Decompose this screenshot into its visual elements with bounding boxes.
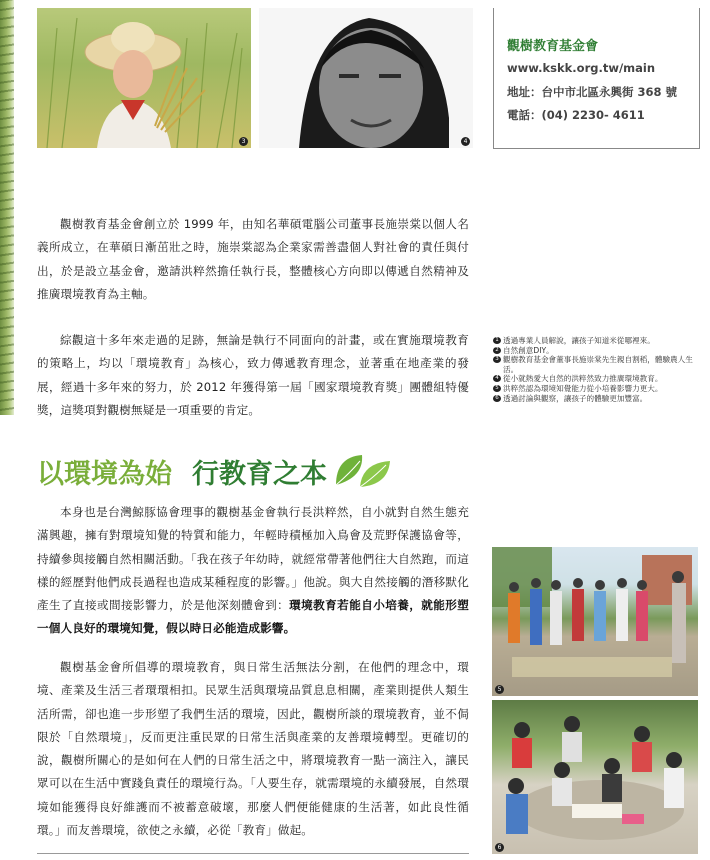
paragraph-environmental-education: 觀樹基金會所倡導的環境教育，與日常生活無法分割，在他們的理念中，環境、產業及生活三者環環相扣。民眾生活與環境品質息息相關，產業則提供人類生活所需，卻也進一步形塑了我們生活的環境，因此，觀樹所談的環境教育，並不侷限於「自然環境」，反而更注重民眾的日常生活與產業的友善環境轉型。更確切的說，觀樹所關心的是如何在人們的日常生活之中，將環境教育一點一滴注入，讓民眾可以在生活中實踐負責任的環境行為。「人要生存，就需環境的永續發展，自然環境如能獲得良好維護而不被蓄意破壞，那麼人們便能健康的生活著，如此良性循環。」而友善環境，欲使之永續，必從「教育」做起。 <box>37 660 469 838</box>
caption-item: 6 透過討論與觀察，讓孩子的體驗更加豐富。 <box>493 394 703 404</box>
website-url[interactable]: www.kskk.org.tw/main <box>507 61 656 75</box>
organization-name: 觀樹教育基金會 <box>507 39 599 54</box>
grass-strip-decoration <box>0 0 14 415</box>
photo-portrait <box>259 8 473 148</box>
caption-item: 2 自然創意DIY。 <box>493 346 703 356</box>
farmer-illustration <box>37 8 251 148</box>
address-text: 地址：台中市北區永興街 368 號 <box>507 85 678 99</box>
heading-part-2: 行教育之本 <box>192 459 327 490</box>
section-heading <box>37 452 327 492</box>
bottom-divider <box>37 853 469 854</box>
caption-item: 4 從小就熱愛大自然的洪粹然致力推廣環境教育。 <box>493 374 703 384</box>
children-table-illustration <box>492 700 698 854</box>
portrait-illustration <box>259 8 473 148</box>
paragraph-executive-story: 本身也是台灣鯨豚協會理事的觀樹基金會執行長洪粹然，自小就對自然生態充滿興趣，擁有對環境知覺的特質和能力，年輕時積極加入鳥會及荒野保護協會等，持續參與接觸自然相關活動。「我在孩子年幼時，就經常帶著他們往大自然跑，而這樣的經歷對他們成長過程也造成某種程度的影響。」他說。與大自然接觸的潛移默化產生了直接或間接影響力，於是他深刻體會到：環境教育若能自小培養，就能形塑一個人良好的環境知覺，假以時日必能造成影響。 <box>37 505 469 636</box>
highlight-statement: 環境教育若能自小培養，就能形塑一個人良好的環境知覺，假以時日必能造成影響。 <box>37 598 469 636</box>
photo-children-table <box>492 700 698 854</box>
phone-text: 電話：(04) 2230- 4611 <box>507 108 645 122</box>
paragraph-achievements: 綜觀這十多年來走過的足跡，無論是執行不同面向的計畫，或在實施環境教育的策略上，均以「環境教育」為核心，致力傳遞教育理念，並著重在地產業的發展，經過十多年來的努力，於 2012 年獲得第一屆「國家環境教育獎」團體組特優獎，這獎項對觀樹無疑是一項重要的肯定。 <box>37 333 469 417</box>
photo-number-badge: 4 <box>461 137 470 146</box>
photo-number-badge: 5 <box>495 685 504 694</box>
children-outdoor-illustration <box>492 547 698 696</box>
caption-item: 3 觀樹教育基金會董事長施崇棠先生親自割稻，體驗農人生活。 <box>493 355 703 374</box>
photo-children-outdoor <box>492 547 698 696</box>
caption-item: 1 透過專業人員解說，讓孩子知道米從哪裡來。 <box>493 336 703 346</box>
photo-farmer <box>37 8 251 148</box>
photo-number-badge: 3 <box>239 137 248 146</box>
photo-captions <box>493 336 703 403</box>
paragraph-foundation-history: 觀樹教育基金會創立於 1999 年，由知名華碩電腦公司董事長施崇棠以個人名義所成立，在華碩日漸茁壯之時，施崇棠認為企業家需善盡個人對社會的責任與付出，於是設立基金會，邀請洪粹然擔任執行長，整體核心方向即以傳遞自然精神及推廣環境教育為主軸。 <box>37 217 469 301</box>
photo-number-badge: 6 <box>495 843 504 852</box>
leaf-icon <box>332 451 394 491</box>
caption-item: 5 洪粹然認為環境知覺能力從小培養影響力更大。 <box>493 384 703 394</box>
contact-info-box <box>493 8 700 149</box>
heading-part-1: 以環境為始 <box>37 459 172 490</box>
